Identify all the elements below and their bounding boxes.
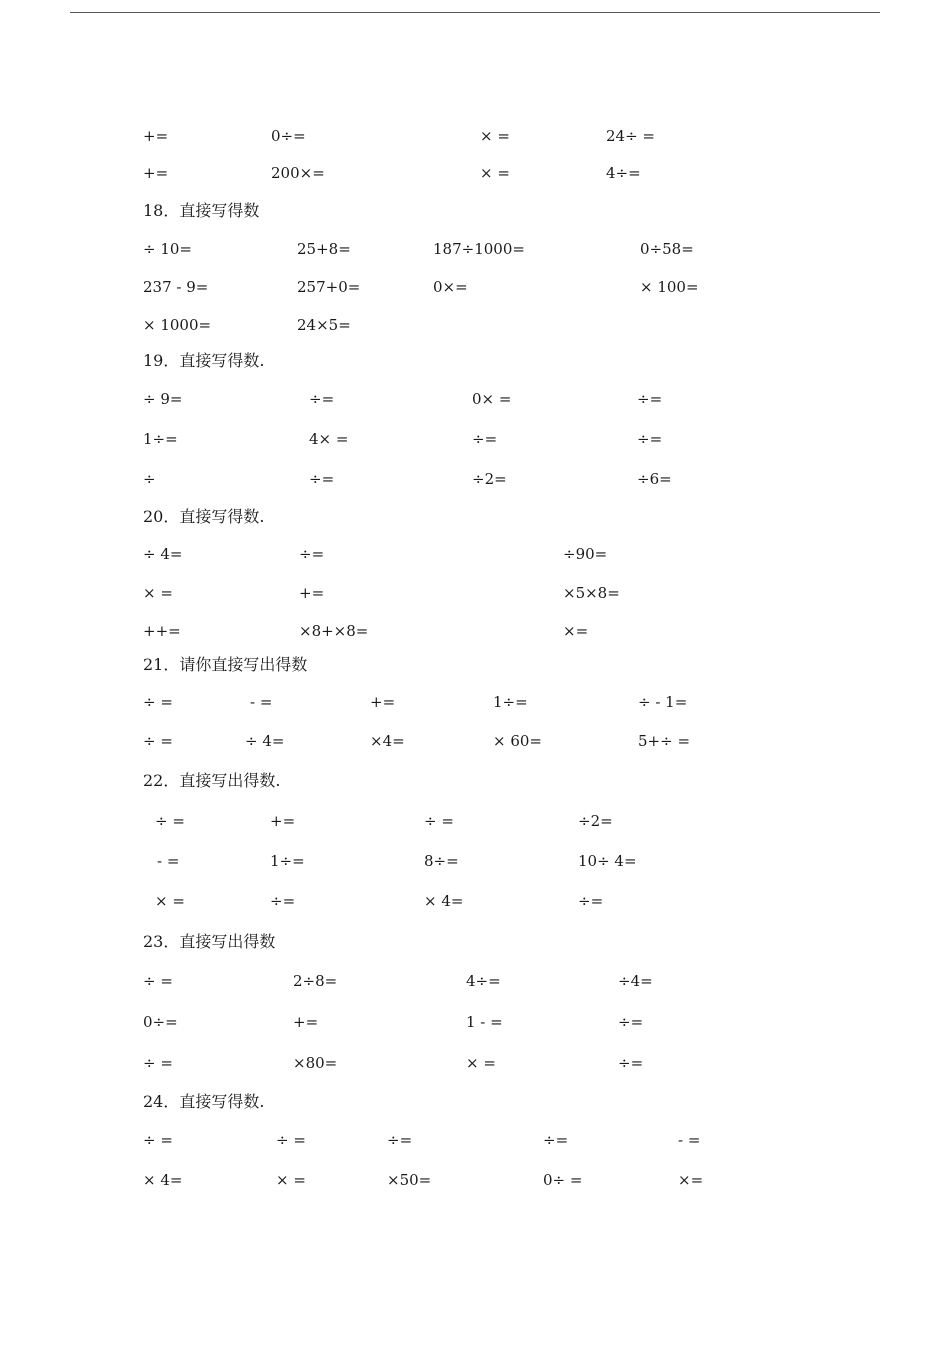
problem: ÷ = [155, 812, 185, 830]
question-title: 18．直接写得数 [143, 201, 260, 220]
question-title: 20．直接写得数. [143, 507, 265, 526]
problem: ×8+×8= [299, 622, 369, 640]
problem: 5+÷ = [638, 732, 691, 750]
problem: ×= [563, 622, 589, 640]
problem: 257+0= [297, 278, 361, 296]
problem: - = [157, 852, 180, 870]
problem: × = [276, 1171, 306, 1189]
problem: += [143, 164, 169, 182]
question-title: 22．直接写出得数. [143, 771, 281, 790]
question-title: 21．请你直接写出得数 [143, 655, 308, 674]
problem: × = [480, 164, 510, 182]
problem: 237 - 9= [143, 278, 209, 296]
problem: ×= [678, 1171, 704, 1189]
problem: 1÷= [143, 430, 178, 448]
problem: ×5×8= [563, 584, 620, 602]
problem: × 100= [640, 278, 699, 296]
problem: ÷= [270, 892, 296, 910]
problem: ÷= [472, 430, 498, 448]
problem: ÷ - 1= [638, 693, 688, 711]
problem: ÷= [578, 892, 604, 910]
problem: += [270, 812, 296, 830]
problem: 0÷ = [543, 1171, 583, 1189]
problem: × = [480, 127, 510, 145]
problem: ÷= [309, 390, 335, 408]
problem: ÷= [309, 470, 335, 488]
problem: 4× = [309, 430, 349, 448]
problem: ÷ = [424, 812, 454, 830]
problem: 0×= [433, 278, 468, 296]
problem: ÷ = [143, 1054, 173, 1072]
problem: 0÷= [143, 1013, 178, 1031]
problem: ÷90= [563, 545, 608, 563]
problem: 2÷8= [293, 972, 338, 990]
problem: - = [250, 693, 273, 711]
problem: × 60= [493, 732, 542, 750]
question-title: 24．直接写得数. [143, 1092, 265, 1111]
problem: × = [143, 584, 173, 602]
problem: 24×5= [297, 316, 351, 334]
problem: += [370, 693, 396, 711]
problem: × = [155, 892, 185, 910]
problem: 4÷= [466, 972, 501, 990]
problem: ÷ = [276, 1131, 306, 1149]
header-rule [70, 12, 880, 13]
problem: 4÷= [606, 164, 641, 182]
problem: ÷= [637, 390, 663, 408]
problem: 0÷= [271, 127, 306, 145]
problem: 24÷ = [606, 127, 655, 145]
problem: 200×= [271, 164, 325, 182]
problem: ++= [143, 622, 181, 640]
problem: × 4= [143, 1171, 183, 1189]
question-title: 23．直接写出得数 [143, 932, 276, 951]
problem: ×4= [370, 732, 405, 750]
problem: 1÷= [493, 693, 528, 711]
problem: × 4= [424, 892, 464, 910]
problem: ÷ 4= [143, 545, 183, 563]
problem: - = [678, 1131, 701, 1149]
problem: 187÷1000= [433, 240, 525, 258]
problem: ÷= [618, 1054, 644, 1072]
problem: ×50= [387, 1171, 432, 1189]
problem: × = [466, 1054, 496, 1072]
problem: × 1000= [143, 316, 212, 334]
problem: ÷4= [618, 972, 653, 990]
problem: 1 - = [466, 1013, 503, 1031]
problem: ÷ = [143, 693, 173, 711]
problem: ÷6= [637, 470, 672, 488]
problem: ÷= [637, 430, 663, 448]
problem: ÷2= [472, 470, 507, 488]
problem: 8÷= [424, 852, 459, 870]
problem: ÷= [618, 1013, 644, 1031]
problem: 0÷58= [640, 240, 694, 258]
problem: 0× = [472, 390, 512, 408]
problem: ÷= [299, 545, 325, 563]
problem: ÷ [143, 470, 156, 488]
problem: ÷= [543, 1131, 569, 1149]
problem: ÷2= [578, 812, 613, 830]
problem: ×80= [293, 1054, 338, 1072]
problem: ÷ 10= [143, 240, 192, 258]
problem: += [143, 127, 169, 145]
problem: ÷ 4= [245, 732, 285, 750]
problem: ÷ = [143, 972, 173, 990]
problem: += [299, 584, 325, 602]
problem: ÷ 9= [143, 390, 183, 408]
question-title: 19．直接写得数. [143, 351, 265, 370]
problem: ÷ = [143, 732, 173, 750]
problem: ÷ = [143, 1131, 173, 1149]
problem: 10÷ 4= [578, 852, 637, 870]
problem: 1÷= [270, 852, 305, 870]
problem: ÷= [387, 1131, 413, 1149]
problem: 25+8= [297, 240, 351, 258]
problem: += [293, 1013, 319, 1031]
